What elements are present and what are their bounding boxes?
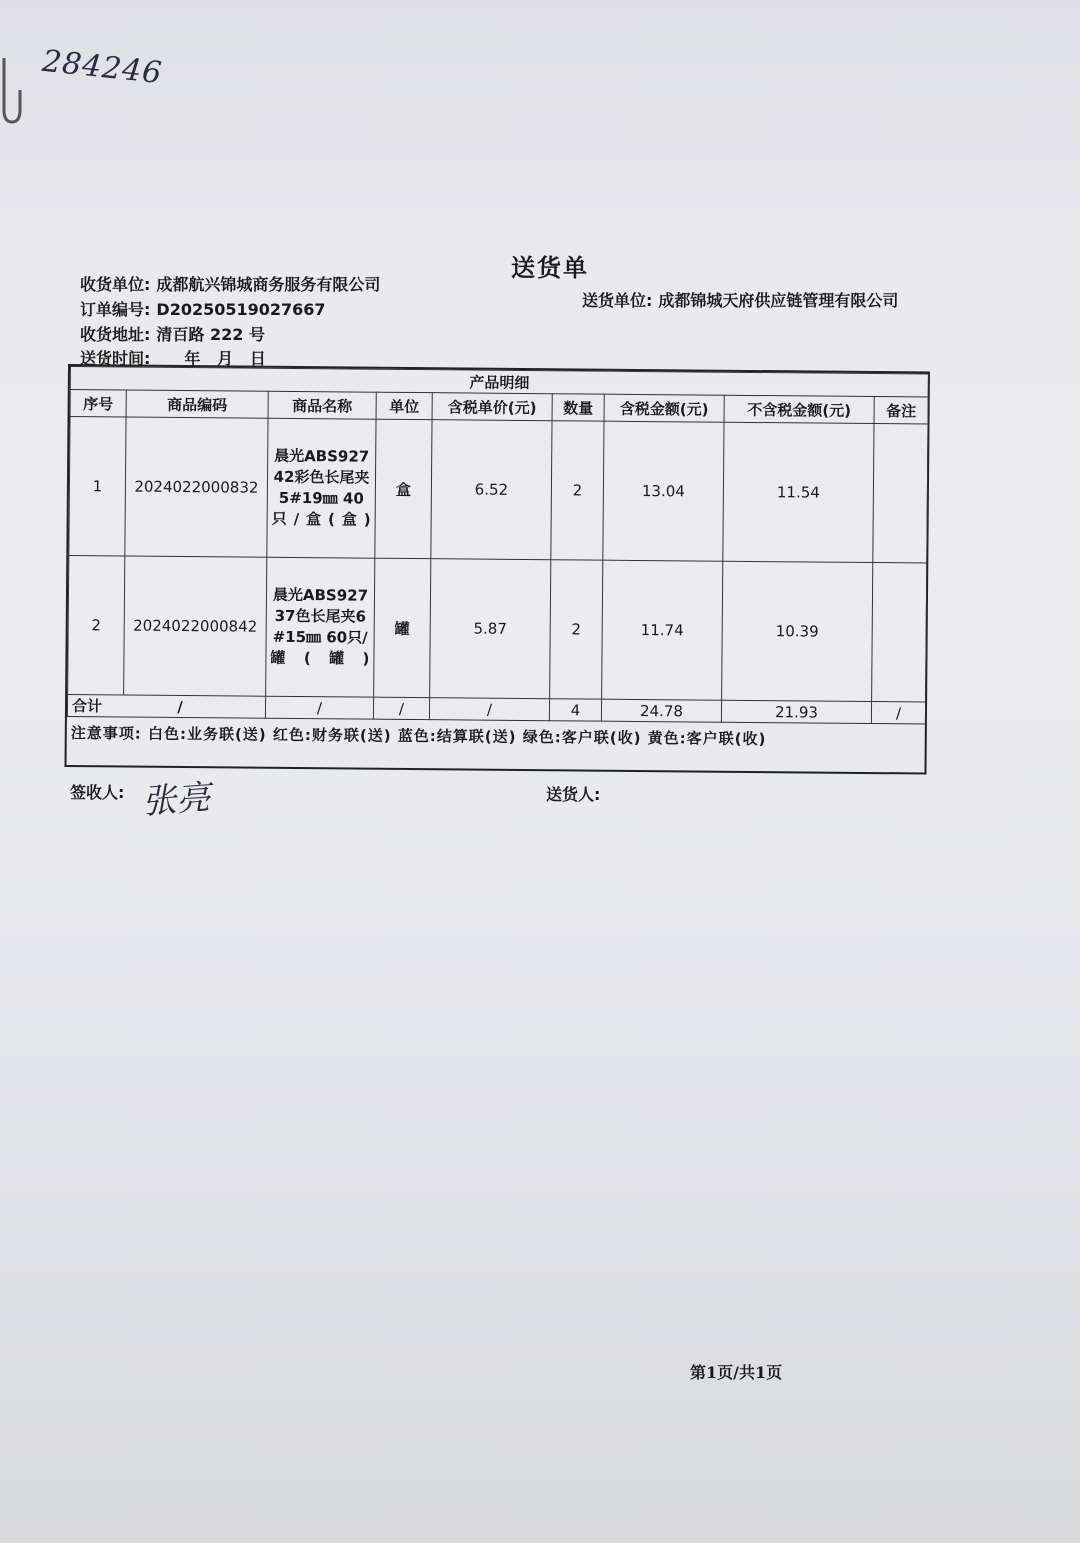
product-table [67,366,929,724]
delivery-time-label: 送货时间: [80,349,151,368]
receiver-label: 收货单位: [80,275,151,294]
table-row [68,556,927,702]
row-unit: 罐 [374,558,431,697]
address-label: 收货地址: [80,325,151,344]
row-product-name: 晨光ABS92742彩色长尾夹5#19㎜ 40只/盒(盒) [267,418,376,558]
header-cell: 含税金额(元) [604,394,724,422]
order-no-line [80,297,326,320]
total-amount-notax: 21.93 [721,700,871,723]
header-cell: 含税单价(元) [432,393,552,421]
notice-text: 注意事项: 白色:业务联(送) 红色:财务联(送) 蓝色:结算联(送) 绿色:客户联(收) 黄色:客户联(收) [70,724,767,749]
header-cell: 单位 [376,392,432,419]
sender-line [582,288,898,311]
total-price: / [429,698,549,721]
address-value: 清百路 222 号 [156,325,265,344]
order-no-value: D20250519027667 [156,300,326,319]
order-no-label: 订单编号: [80,300,151,319]
total-label-text: 合计 [71,697,103,716]
address-line [80,322,265,345]
row-code: 2024022000842 [124,556,267,696]
row-no: 2 [68,556,125,695]
row-amount-notax: 10.39 [722,561,873,701]
total-code: / [177,697,183,717]
total-name: / [265,696,373,719]
deliverer-label: 送货人: [546,785,601,804]
header-cell: 商品名称 [268,391,376,419]
sender-value: 成都锦城天府供应链管理有限公司 [658,291,899,310]
signer-signature: 张亮 [140,777,212,823]
header-cell: 数量 [552,394,604,421]
row-price: 6.52 [431,420,552,560]
page-indicator: 第1页/共1页 [690,1363,783,1382]
table-row [69,417,928,563]
row-amount-notax: 11.54 [723,422,874,562]
document-title: 送货单 [511,254,589,282]
row-code: 2024022000832 [125,417,268,557]
header-cell: 序号 [70,390,126,417]
row-price: 5.87 [430,559,551,699]
total-qty: 4 [549,699,601,721]
row-remark [873,424,928,563]
header-cell: 备注 [874,397,928,424]
paper-clip-icon [0,50,22,130]
signer-label: 签收人: [70,783,125,802]
row-amount-tax: 13.04 [603,421,724,561]
total-amount-tax: 24.78 [601,699,721,722]
total-unit: / [373,697,429,719]
total-remark: / [871,702,925,724]
row-remark [872,563,927,702]
header-cell: 不含税金额(元) [724,395,874,423]
handwritten-note: 284246 [40,43,165,92]
row-amount-tax: 11.74 [602,560,723,700]
total-label [67,695,265,719]
row-product-name: 晨光ABS92737色长尾夹6#15㎜ 60只/罐(罐) [266,557,375,697]
sender-label: 送货单位: [582,291,653,310]
receiver-value: 成都航兴锦城商务服务有限公司 [156,275,381,294]
delivery-time-value: 年 月 日 [184,349,266,368]
receiver-line [80,272,380,295]
table-caption: 产品明细 [70,367,928,397]
header-cell: 商品编码 [126,390,268,418]
product-table-frame [64,364,929,775]
row-unit: 盒 [375,419,432,558]
row-no: 1 [69,417,126,556]
row-qty: 2 [551,421,604,560]
row-qty: 2 [550,560,603,699]
